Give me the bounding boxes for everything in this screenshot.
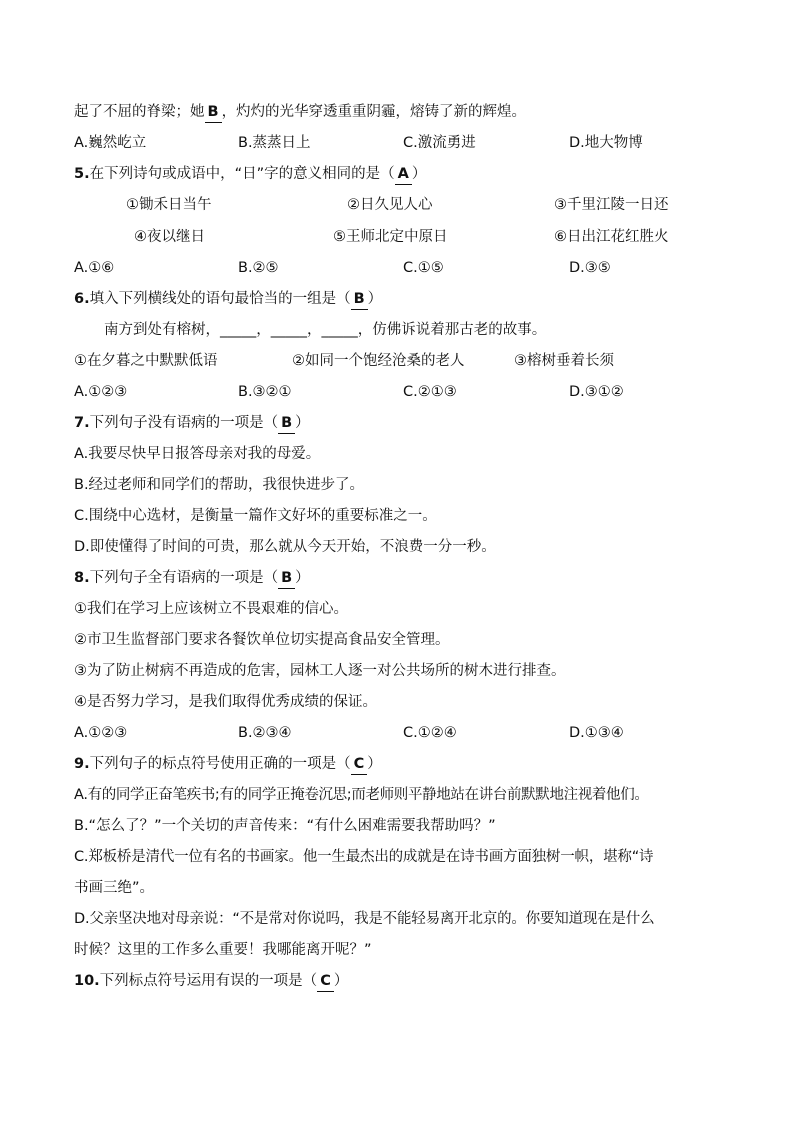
q8-stem-post: ） <box>295 570 310 586</box>
q5-option-a: A.①⑥ <box>74 260 115 276</box>
q9-stem-pre: 下列句子的标点符号使用正确的一项是（ <box>89 756 351 772</box>
q8-stem-pre: 下列句子全有语病的一项是（ <box>89 570 279 586</box>
q8-option-c: C.①②④ <box>403 725 457 741</box>
q5-answer: A <box>395 164 412 185</box>
q5-stem-line <box>74 164 426 185</box>
q7-answer: B <box>278 413 295 434</box>
q4-option-a: A.巍然屹立 <box>74 135 147 151</box>
q9-option-d-line1: D.父亲坚决地对母亲说：“不是常对你说吗，我是不能轻易离开北京的。你要知道现在是什么 <box>74 911 655 927</box>
q6-passage: 南方到处有榕树，_____，_____，_____，仿佛诉说着那古老的故事。 <box>104 322 547 338</box>
q7-number: 7. <box>74 415 90 431</box>
q5-item-5: ⑤王师北定中原日 <box>333 229 448 245</box>
q8-sentence-3: ③为了防止树病不再造成的危害，园林工人逐一对公共场所的树木进行排查。 <box>74 663 566 679</box>
q4-stem-line <box>74 102 526 123</box>
q6-item-3: ③榕树垂着长须 <box>514 353 614 369</box>
q8-sentence-1: ①我们在学习上应该树立不畏艰难的信心。 <box>74 601 348 617</box>
q6-item-1: ①在夕暮之中默默低语 <box>74 353 218 369</box>
q6-option-b: B.③②① <box>238 384 292 400</box>
q8-option-d: D.①③④ <box>569 725 624 741</box>
q9-stem-post: ） <box>367 756 382 772</box>
q5-item-1: ①锄禾日当午 <box>126 197 212 213</box>
q7-option-d: D.即使懂得了时间的可贵，那么就从今天开始，不浪费一分一秒。 <box>74 539 496 555</box>
q4-stem-pre: 起了不屈的脊梁；她 <box>74 104 205 120</box>
q9-option-b: B.“怎么了？”一个关切的声音传来：“有什么困难需要我帮助吗？” <box>74 818 496 834</box>
q4-option-c: C.激流勇进 <box>403 135 476 151</box>
q6-option-c: C.②①③ <box>403 384 457 400</box>
q7-option-a: A.我要尽快早日报答母亲对我的母爱。 <box>74 446 321 462</box>
q7-option-c: C.围绕中心选材，是衡量一篇作文好坏的重要标准之一。 <box>74 508 437 524</box>
q4-stem-post: ，灼灼的光华穿透重重阴霾，熔铸了新的辉煌。 <box>221 104 527 120</box>
q6-option-a: A.①②③ <box>74 384 128 400</box>
q10-stem-post: ） <box>333 973 349 989</box>
q6-option-d: D.③①② <box>569 384 624 400</box>
q8-sentence-2: ②市卫生监督部门要求各餐饮单位切实提高食品安全管理。 <box>74 632 450 648</box>
q5-option-c: C.①⑤ <box>403 260 444 276</box>
q8-sentence-4: ④是否努力学习，是我们取得优秀成绩的保证。 <box>74 694 377 710</box>
q5-item-3: ③千里江陵一日还 <box>554 197 669 213</box>
q9-option-a: A.有的同学正奋笔疾书;有的同学正掩卷沉思;而老师则平静地站在讲台前默默地注视着他们。 <box>74 787 649 803</box>
q5-item-6: ⑥日出江花红胜火 <box>554 229 669 245</box>
q8-option-a: A.①②③ <box>74 725 128 741</box>
q10-answer: C <box>317 971 334 992</box>
q5-option-d: D.③⑤ <box>569 260 611 276</box>
q9-option-c-line2: 书画三绝”。 <box>74 880 155 896</box>
q5-stem-pre: 在下列诗句或成语中，“日”字的意义相同的是（ <box>89 166 395 182</box>
q9-option-c-line1: C.郑板桥是清代一位有名的书画家。他一生最杰出的成就是在诗书画方面独树一帜，堪称“诗 <box>74 849 654 865</box>
q4-answer: B <box>205 102 222 123</box>
q6-stem-line <box>74 289 382 310</box>
q5-item-2: ②日久见人心 <box>347 197 433 213</box>
q5-item-4: ④夜以继日 <box>134 229 205 245</box>
q6-item-2: ②如同一个饱经沧桑的老人 <box>292 353 465 369</box>
q6-answer: B <box>351 289 368 310</box>
q9-answer: C <box>351 754 368 775</box>
q10-number: 10. <box>74 973 100 989</box>
q5-stem-post: ） <box>411 166 427 182</box>
q5-option-b: B.②⑤ <box>238 260 279 276</box>
q7-option-b: B.经过老师和同学们的帮助，我很快进步了。 <box>74 477 365 493</box>
q9-stem-line <box>74 754 382 775</box>
q8-stem-line <box>74 568 310 589</box>
q7-stem-line <box>74 413 310 434</box>
q4-option-b: B.蒸蒸日上 <box>238 135 311 151</box>
q8-answer: B <box>278 568 295 589</box>
q4-option-d: D.地大物博 <box>569 135 643 151</box>
q8-number: 8. <box>74 570 90 586</box>
q7-stem-pre: 下列句子没有语病的一项是（ <box>89 415 279 431</box>
q6-stem-post: ） <box>367 291 383 307</box>
q7-stem-post: ） <box>295 415 310 431</box>
q5-number: 5. <box>74 166 90 182</box>
q8-option-b: B.②③④ <box>238 725 292 741</box>
q6-number: 6. <box>74 291 90 307</box>
q6-stem-pre: 填入下列横线处的语句最恰当的一组是（ <box>89 291 351 307</box>
q10-stem-line <box>74 971 348 992</box>
q9-option-d-line2: 时候？这里的工作多么重要！我哪能离开呢？” <box>74 942 372 958</box>
q9-number: 9. <box>74 756 90 772</box>
q10-stem-pre: 下列标点符号运用有误的一项是（ <box>99 973 318 989</box>
